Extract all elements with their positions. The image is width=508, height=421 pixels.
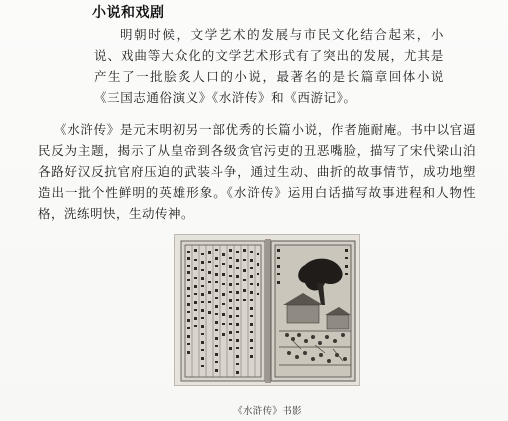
intro-paragraph: 明朝时候，文学艺术的发展与市民文化结合起来，小说、戏曲等大众化的文学艺术形式有了突出的发展，尤其是产生了一批脍炙人口的小说，最著名的是长篇章回体小说《三国志通俗演义》《水浒传》和《西游记》。 [94, 27, 444, 105]
book-photo-figure [174, 234, 360, 386]
shuihu-paragraph: 《水浒传》是元末明初另一部优秀的长篇小说，作者施耐庵。书中以官逼民反为主题，揭示了从皇帝到各级贪官污吏的丑恶嘴脸，描写了宋代梁山泊各路好汉反抗官府压迫的武装斗争，通过生动、曲折的故事情节，成功地塑造出一批个性鲜明的英雄形象。《水浒传》运用白话描写故事进程和人物性格，洗练明快，生动传神。 [38, 122, 476, 221]
left-text-page [181, 241, 265, 381]
section-heading: 小说和戏剧 [92, 5, 165, 21]
book-photo-image [175, 235, 360, 386]
figure-caption: 《水浒传》书影 [233, 406, 302, 417]
right-illustration-page [271, 241, 355, 381]
